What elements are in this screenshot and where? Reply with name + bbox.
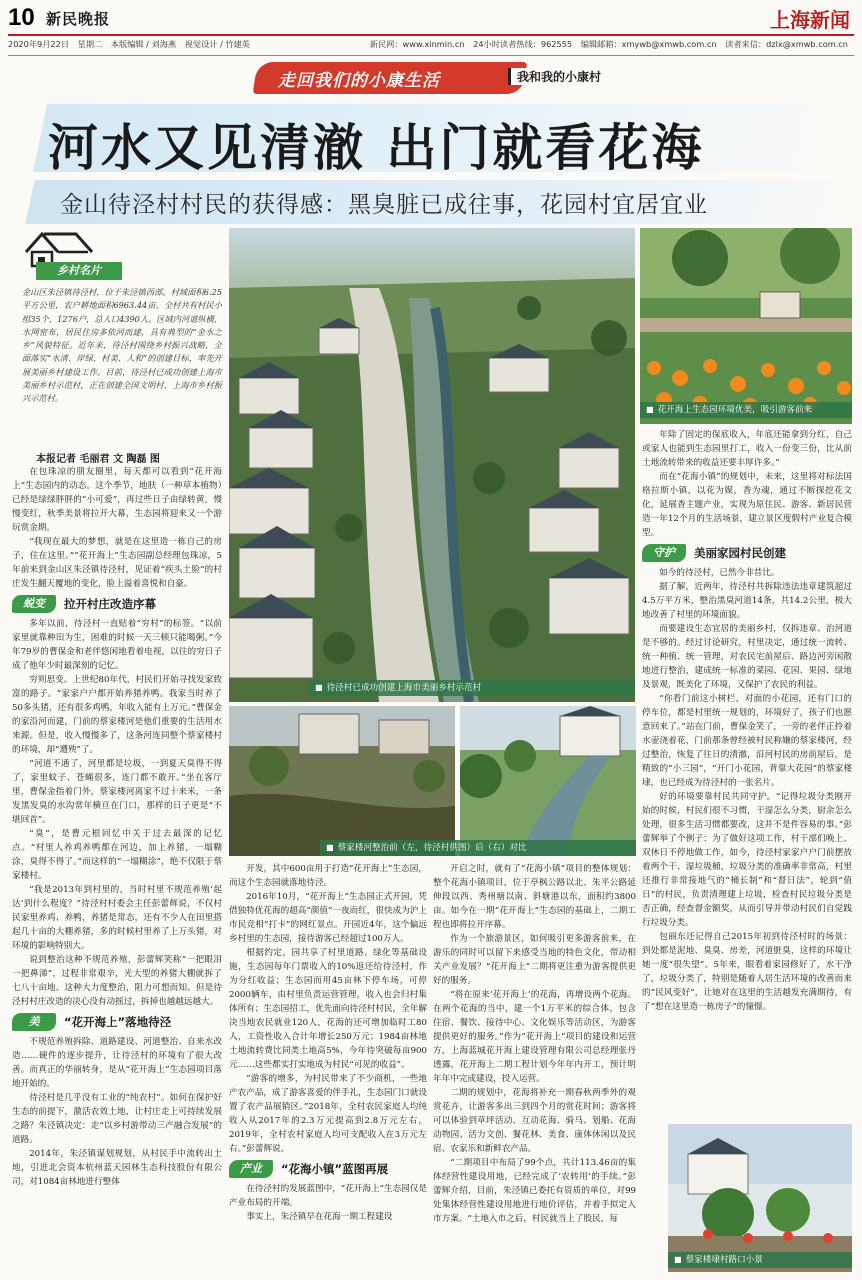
paragraph: “臭”，是曹元根回忆中关于过去最深的记忆点。“村里人养鸡养鸭都在河边，加上养猪，一塌糊涂，臭得不得了。”而这样的“一塌糊涂”，绝不仅限于蔡家楼村。 [12,829,222,881]
comparison-caption: ■ 蔡家楼河整治前（左，待泾村供图）后（右）对比 [320,840,636,856]
paragraph: 而要建设生态宜居的美丽乡村，仅拆违章、治河道是不够的。经过讨论研究，村里决定，通过统一流转、统一种植、统一管理，对农民宅前屋后、路边河旁闲散地进行整治，建成统一标准的菜园、花园、果园、绿地及景观，既美化了环境，又保护了农民的利益。 [642,624,852,690]
village-gate-photo [668,1124,852,1272]
paragraph: 而在“花海小镇”的规划中，未来，这里将对标法国格拉斯小镇，以花为媒，香为魂，通过不断探挖花文化，延展香主题产业，实现为原住民、游客、新居民营造一年12个月的生活场景，建立景区度假村产业复合模型。 [642,472,852,538]
paragraph: 据了解，近两年，待泾村共拆除违法违章建筑超过4.5万平方米，整治黑臭河道14条，共14.2公里，极大地改善了村里的环境面貌。 [642,582,852,620]
masthead [0,0,862,34]
byline: 本报记者 毛丽君 文 陶磊 图 [36,454,160,465]
gate-caption: ■ 蔡家楼埭村路口小景 [668,1252,852,1268]
section-title: 美丽家园村民创建 [694,546,786,560]
paragraph: 包丽东还记得自己2015年初到待泾村时的场景：到处都是泥地、臭臭、房差，河道脏臭，这样的环境让她一度“很失望”。5年来，眼看着家园修好了，水干净了，垃圾分类了，特别是随着人居生活环境的改善而来的“民风变好”，让她对在这里的生活越发充满期待，有了“想在这里造一栋房子”的憧憬。 [642,932,852,1012]
info-rule [8,55,854,56]
section-title: “花海小镇”蓝图再展 [281,1162,389,1176]
paragraph: 在待泾村的发展蓝图中，“花开海上”生态园仅是产业布局的开端。 [229,1184,427,1208]
profile-text: 金山区朱泾镇待泾村，位于朱泾镇西部。村域面积6.25平方公里，农户耕地面积6963.44亩。全村共有村民小组35个，1276户，总人口4390人。区域内河道纵横，水网密布，居民住房多依河而建，具有典型的“金水之乡”风貌特征。近年来，待泾村围绕乡村振兴战略，全面落实“水清、岸绿、村美、人和”的创建目标，率先开展美丽乡村建设工作。目前，待泾村已成功创建上海市美丽乡村示范村，正在创建全国文明村、上海市乡村振兴示范村。 [22,287,222,404]
info-bar [8,39,854,53]
village-profile [12,228,222,448]
paragraph: 说到整治这种不规范养殖，彭蕾辉笑称“一把眼泪一把鼻涕”，过程非常艰辛，光大型的养猪大棚就拆了七八十亩地。这种大力度整治，阻力可想而知。但是待泾村村庄改造的决心没有动摇过，拆掉也越越远越大。 [12,955,222,1007]
paragraph: 好的环境要靠村民共同守护。“记得垃圾分类刚开始的时候，村民们很不习惯，干湿怎么分类，厨余怎么处理，很多生活习惯都要改，这并不是件容易的事。”彭蕾辉举了个例子：为了做好这项工作，村干部们晚上、双休日不停地做工作，如今，待泾村家家户户门前摆放着两个干、湿垃圾桶，垃圾分类的准确率非常高，村里还推行非常接地气的“桶长制”和“督日法”，轮到“值日”的村民，负责清理建上垃圾，检查村民垃圾分类是否正确，经查督金额奖，从而引导并带动村民们自觉践行垃圾分类。 [642,792,852,928]
section-badge: 蜕变 [12,595,56,613]
flower-field-photo [640,228,852,424]
paragraph: “将在原来‘花开海上’的花海，再增设两个花海。在两个花海的当中，建一个1万平米的综合体，包含住宿、餐饮、接待中心、文化娱乐等活动区，为游客提供更好的服务。”作为“花开海上”项目的建设和运营方，上海蓝城花开海上建设管理有限公司总经理张丹透露，花开海上二期工程计划今年年内开工，预计明年年中完成建设，投入运营。 [433,990,636,1084]
section-heading [12,594,222,614]
designer-credit: 视觉设计 / 竹建英 [184,39,250,49]
section-heading [12,1012,222,1032]
paragraph: “二期项目中布局了99个点，共计113.46亩的集体经营性建设用地，已经完成了‘农转用’的手续。”彭蕾辉介绍，目前，朱泾镇已委托有资质的单位，对99处集体经营性建设用地进行地价评估，并着手拟定入市方案。“土地入市之后，村民就当上了股民，每 [433,1158,636,1224]
editor-email: 编辑邮箱：xmywb@xmwb.com.cn [580,39,717,49]
headline: 河水又见清澈 出门就看花海 [48,119,705,177]
series-tag: 我和我的小康村 [508,68,607,85]
paragraph: 多年以前，待泾村一直贴着“穷村”的标签。“以前家里就靠种田为生，困难的时候一天三顿只能喝粥。”今年79岁的曹保金和老伴悠闲地看着电视，以往的穷日子成了他年少时最深刻的记忆。 [12,619,222,671]
article-column-1 [12,465,222,1275]
profile-tag: 乡村名片 [36,262,122,280]
paragraph: 待泾村是几乎没有工业的“纯农村”。如何在保护好生态的前提下，激活农效土地，让村庄走上可持续发展之路？朱泾镇决定：走“以乡村游带动三产融合发展”的道路。 [12,1093,222,1145]
aerial-photo [229,228,635,702]
reader-email: 读者来信：dzlx@xmwb.com.cn [725,39,848,49]
section-heading [642,543,852,563]
paper-name: 新民晚报 [46,10,111,28]
paragraph: 开发，其中600亩用于打造“花开海上”生态园，而这个生态园就落地待泾。 [229,864,427,888]
issue-date: 2020年9月22日 [8,39,70,49]
article-column-4 [642,428,852,1118]
section-name: 上海新闻 [770,8,850,32]
article-column-3 [433,862,636,1275]
section-badge: 守护 [642,544,686,562]
section-badge: 美 [12,1013,56,1031]
paragraph: 作为一个旅游景区，如何吸引更多游客前来，在游乐的同时可以留下来感受当地的特色文化，带动相关产业发展？“花开海上”二期将更注重为游客提供更好的服务。 [433,934,636,986]
series-slogan: 走回我们的小康生活 [278,71,440,91]
paragraph: 穷则思变。上世纪80年代，村民们开始寻找发家致富的路子。“家家户户都开始养猪养鸭。我家当时养了50多头猪，还有很多鸡鸭，年收入能有上万元。”曹保金的家沿河而建，门前的蔡家楼河是他们重要的生活用水来源。但是，收入慢慢多了，这条河连同整个蔡家楼村的环境，却“遭殃”了。 [12,675,222,755]
paragraph: 2016年10月，“花开海上”生态园正式开园，凭借独特优花海的超高“颜值”一夜而红，很快成为沪上市民竞相“打卡”的网红景点。开园近4年，这个偏远乡村里的生态园，接待游客已经超过100万人。 [229,892,427,944]
paragraph: 二期的规划中，花海将补充一期春秋两季外的观赏花卉，让游客多出三到四个月的赏花时间；游客将可以体验到草坪活动、互动花海、骑马、划船、花海动物园、活力文创、餐花林、美食、康体休闲以及民宿、农家乐和新鲜农产品。 [433,1088,636,1154]
section-heading [229,1159,427,1179]
paragraph: “你看门前这小树栏，对面的小花园，还有门口的停车位，都是村里统一规划的，环境好了，孩子们也愿意回来了。”站在门前，曹保金笑了，一旁的老伴正拎着水壶浇着花，门前那条曾经被村民称嫌的蔡家楼河，经过整治，恢复了往日的清澈，沿河村民的房前屋后，是精致的“小三园”，“开门小花园，背靠大花园”的蔡家楼埭，也已经成为待泾村的一张名片。 [642,694,852,788]
article-column-2 [229,862,427,1275]
paragraph: 开启之时，就有了“花海小镇”项目的整体规划：整个花海小镇项目，位于亭枫公路以北、朱平公路延伸段以西、秀州塘以南、斜塘港以东，面积约3800亩。如今在一期“花开海上”生态园的基础上，二期工程也即将拉开序幕。 [433,864,636,930]
paragraph: 不规范养殖拆除、道路建设、河道整治、自来水改造……硬件的逐步提升，让待泾村的环境有了很大改善。而真正的华丽转身，是从“花开海上”生态园项目落地开始的。 [12,1037,222,1089]
masthead-rule [8,34,854,36]
paragraph: “我现在最大的梦想，就是在这里造一栋自己的房子，住在这里。”“花开海上”生态园副总经理包珠凉，5年前来到金山区朱泾镇待泾村，见证着“疾头土脸”的村庄发生翻天覆地的变化，脸上溢着喜悦和自豪。 [12,537,222,589]
editor-credit: 本版编辑 / 刘海燕 [110,39,177,49]
aerial-caption: ■ 待泾村已成功创建上海市美丽乡村示范村 [309,680,635,696]
paragraph: “河道不通了，河里都是垃圾，一到夏天臭得不得了，家里蚊子、苍蝇很多，连门都不敢开。”坐在客厅里，曹保金指着门外，蔡家楼河离家不过十来米，一条发黑发臭的水沟常年横亘在门口，那样的日子更是“不堪回首”。 [12,759,222,825]
website: 新民网：www.xinmin.cn [369,39,465,49]
paragraph: 如今的待泾村，已然今非昔比。 [659,568,780,578]
paragraph: 年除了固定的保底收入，年底还能拿到分红，自己或家人也能到生态园里打工，收入一份变三份，比从前土地流转带来的收益还要丰厚许多。” [642,430,852,468]
river-after-photo [460,706,636,856]
paragraph: 2014年，朱泾镇谋划规划，从村民手中流转出土地，引进北会资本杭州蓝天园林生态科技股份有限公司，对1084亩林地进行整体 [12,1149,222,1187]
section-badge: 产业 [229,1160,273,1178]
subhead: 金山待泾村村民的获得感：黑臭脏已成往事，花园村宜居宜业 [60,192,708,218]
page-number: 10 [8,4,35,31]
paragraph: 事实上，朱泾镇早在花海一期工程建设 [246,1212,393,1222]
paragraph: “游客的增多，为村民带来了不少商机，一些地产农产品，成了游客喜爱的伴手礼，生态园门口就设置了农产品展销区。”2018年，全村农民家庭人均纯收入从2017年的2.3万元提高到2.8万元左右，2019年，全村农村家庭人均可支配收入在3万元左右。”彭蕾辉说。 [229,1074,427,1154]
flower-caption: ■ 花开海上生态园环境优美，吸引游客前来 [640,402,852,418]
section-title: 拉开村庄改造序幕 [64,597,156,611]
river-before-photo [229,706,455,856]
paragraph: “我是2013年到村里的，当时村里不规范养殖‘起达’到什么程度？”待泾村村委会主任彭蕾辉说，不仅村民家里养鸡、养鸭，养猪是常态，还有不少人在田里搭起几十亩的大棚养猪，多的时候村里养了上万头猪，对环境的影响特别大。 [12,885,222,951]
issue-weekday: 星期二 [77,39,103,49]
paragraph: 在包珠凉的朋友圈里，每天都可以看到“花开海上”生态园内的动态。这个季节，地肤（一种草本植物）已经是绿绿胖胖的“小可爱”，再过些日子由绿转黄，慢慢变红，秋季美景将拉开大幕，生态园将迎来又一个游玩赏金期。 [12,467,222,533]
section-title: “花开海上”落地待泾 [64,1015,172,1029]
paragraph: 根据约定，园共享了村里道路、绿化等基础设施，生态园每年门票收入的10%返还给待泾村，作为分红收益；生态园而用45亩林下停车场，可停2000辆车，由村里负责运营管理，收入也会归村集体所有；生态园招工，优先面向待泾村村民，全年解决当地农民就业120人，花海的还可增加临时工80人，工资性收入合计年增长250万元；1984亩林地土地流转费比同类土地高5%，今年待突破每亩900元……这些都实打实地成为村民“可见的收益”。 [229,948,427,1070]
hotline: 24小时读者热线：962555 [473,39,573,49]
